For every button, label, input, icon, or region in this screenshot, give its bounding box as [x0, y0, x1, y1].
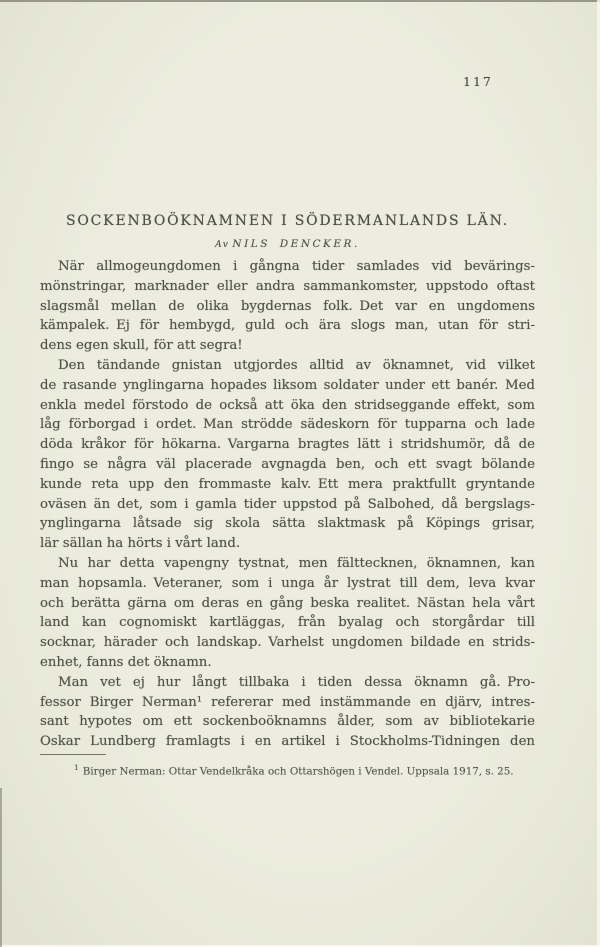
article-byline	[40, 238, 535, 250]
text-line: fessor Birger Nerman¹ refererar med instämmande en djärv, intres-	[40, 694, 535, 710]
text-line: och berätta gärna om deras en gång beska realitet. Nästan hela vårt	[40, 595, 535, 611]
text-line: ynglingarna låtsade sig skola sätta slaktmask på Köpings grisar,	[40, 516, 535, 532]
text-line: Den tändande gnistan utgjordes alltid av öknamnet, vid vilket	[58, 357, 535, 373]
byline-author: NILS DENCKER.	[232, 238, 360, 250]
byline-prefix: Av	[215, 240, 230, 250]
text-line: När allmogeungdomen i gångna tider samlades vid bevärings-	[58, 259, 535, 274]
page-number: 117	[463, 74, 493, 89]
text-line: de rasande ynglingarna hopades liksom soldater under ett banér. Med	[40, 377, 535, 393]
text-line: dens egen skull, för att segra!	[40, 338, 243, 354]
text-line: slagsmål mellan de olika bygdernas folk. Det var en ungdomens	[40, 298, 535, 314]
text-line: lär sällan ha hörts i vårt land.	[40, 536, 241, 552]
article-body	[40, 257, 535, 752]
text-line: land kan cognomiskt kartläggas, från byalag och storgårdar till	[40, 615, 535, 631]
text-line: sant hypotes om ett sockenboöknamns ålder, som av bibliotekarie	[40, 714, 535, 730]
text-line: enhet, fanns det öknamn.	[40, 654, 212, 670]
text-line: mönstringar, marknader eller andra sammankomster, uppstodo oftast	[40, 278, 535, 294]
scan-edge-left	[0, 788, 2, 947]
footnote-text: Birger Nerman: Ottar Vendelkråka och Ottarshögen i Vendel. Uppsala 1917, s. 25.	[82, 765, 514, 778]
footnote-rule	[40, 754, 106, 755]
text-line: socknar, härader och landskap. Varhelst ungdomen bildade en strids-	[40, 635, 535, 651]
text-line: fingo se några väl placerade avgnagda ben, och ett svagt bölande	[40, 456, 535, 472]
text-line: låg förborgad i ordet. Man strödde sädeskorn för tupparna och lade	[40, 417, 535, 433]
text-line: man hopsamla. Veteraner, som i unga år lystrat till dem, leva kvar	[40, 575, 535, 591]
text-line: kämpalek. Ej för hembygd, guld och ära slogs man, utan för stri-	[40, 318, 535, 334]
footnote	[40, 761, 535, 778]
article-title: SOCKENBOÖKNAMNEN I SÖDERMANLANDS LÄN.	[66, 213, 509, 229]
text-line: Oskar Lundberg framlagts i en artikel i Stockholms-Tidningen den	[40, 734, 535, 750]
scan-edge-top	[0, 0, 600, 2]
text-line: oväsen än det, som i gamla tider uppstod på Salbohed, då bergslags-	[40, 496, 535, 512]
text-line: enkla medel förstodo de också att öka den stridseggande effekt, som	[40, 397, 535, 413]
text-line: Man vet ej hur långt tillbaka i tiden dessa öknamn gå. Pro-	[58, 674, 535, 690]
text-line: Nu har detta vapengny tystnat, men fälttecknen, öknamnen, kan	[58, 555, 535, 571]
text-line: kunde reta upp den frommaste kalv. Ett mera praktfullt gryntande	[40, 476, 535, 492]
text-line: döda kråkor för hökarna. Vargarna bragtes lätt i stridshumör, då de	[40, 437, 535, 453]
footnote-marker: 1	[74, 763, 79, 772]
